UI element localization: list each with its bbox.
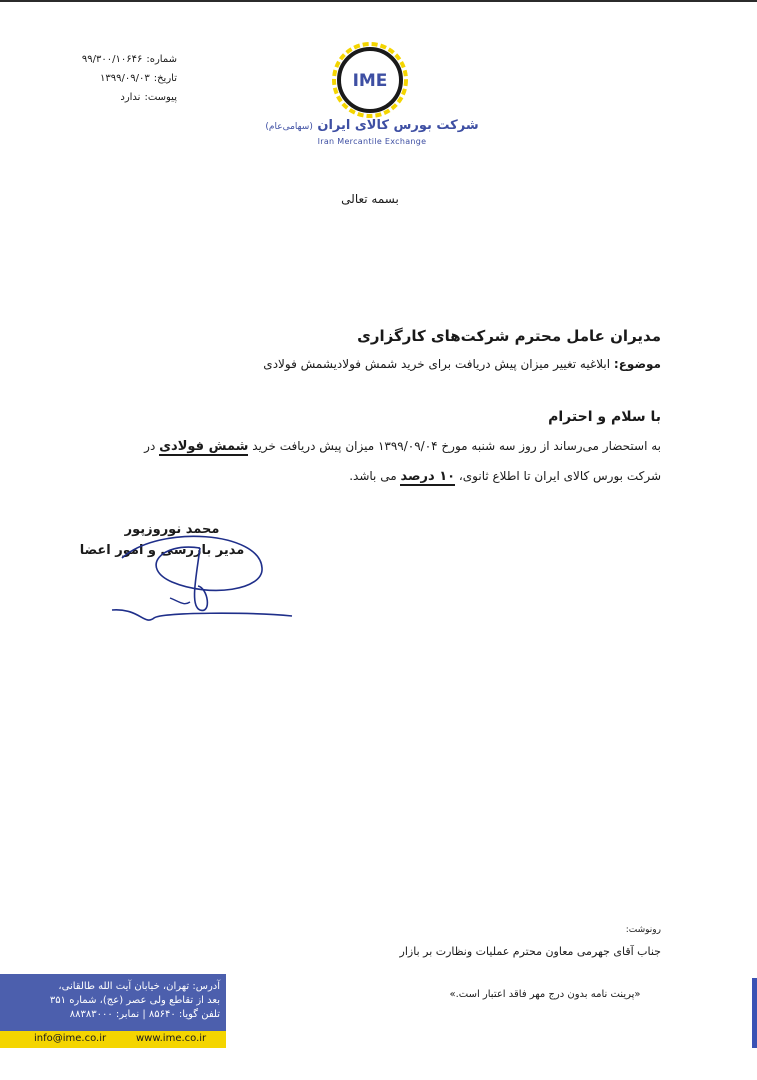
letter-attachment-label: پیوست: bbox=[144, 92, 177, 103]
subject-text: ابلاغیه تغییر میزان پیش دریافت برای خرید شمش فولادیشمش فولادی bbox=[263, 357, 611, 371]
company-name-en: Iran Mercantile Exchange bbox=[317, 137, 427, 146]
body-line-2 bbox=[349, 469, 661, 484]
letter-number-value: ۹۹/۳۰۰/۱۰۶۴۶ bbox=[81, 54, 143, 65]
right-edge-bar bbox=[752, 978, 757, 1048]
footer-address bbox=[50, 980, 220, 1022]
address-line-1: آدرس: تهران، خیابان آیت الله طالقانی، bbox=[58, 981, 220, 992]
letter-date-label: تاریخ: bbox=[153, 73, 177, 84]
letter-number-label: شماره: bbox=[146, 54, 177, 65]
letter-meta bbox=[82, 50, 177, 107]
subject bbox=[263, 357, 661, 371]
greeting: با سلام و احترام bbox=[548, 409, 661, 425]
letter-attachment-value: ندارد bbox=[120, 92, 141, 103]
cc-label: رونوشت: bbox=[625, 925, 661, 935]
footer-email[interactable]: info@ime.co.ir bbox=[34, 1033, 107, 1044]
letter-attachment bbox=[82, 88, 177, 107]
body-line-1-b: در bbox=[144, 439, 160, 453]
top-border bbox=[0, 0, 757, 2]
body-line-1-a: به استحضار می‌رساند از روز سه شنبه مورخ ۱۳۹۹/۰۹/۰۴ میزان پیش دریافت خرید bbox=[248, 439, 661, 453]
recipient: مدیران عامل محترم شرکت‌های کارگزاری bbox=[357, 327, 661, 345]
body-line-2-b: می باشد. bbox=[349, 469, 401, 483]
cc-text: جناب آقای جهرمی معاون محترم عملیات ونظارت بر بازار bbox=[399, 945, 661, 958]
body-line-2-a: شرکت بورس کالای ایران تا اطلاع ثانوی، bbox=[455, 469, 661, 483]
letter-number bbox=[82, 50, 177, 69]
logo-text: IME bbox=[352, 71, 388, 91]
handwritten-signature bbox=[100, 528, 300, 638]
company-name-fa-suffix: (سهامی‌عام) bbox=[265, 122, 313, 132]
company-name-fa-main: شرکت بورس کالای ایران bbox=[317, 118, 479, 133]
signatory-title: مدیر بازرسی و امور اعضا bbox=[79, 543, 245, 558]
subject-label: موضوع: bbox=[613, 357, 661, 371]
address-line-2: بعد از تقاطع ولی عصر (عج)، شماره ۳۵۱ bbox=[49, 995, 220, 1006]
ime-logo bbox=[330, 40, 410, 120]
letter-date bbox=[82, 69, 177, 88]
footer-website[interactable]: www.ime.co.ir bbox=[136, 1033, 207, 1044]
signatory-name: محمد نوروزپور bbox=[124, 522, 220, 537]
body-highlight-percent: ۱۰ درصد bbox=[400, 469, 456, 484]
basmala: بسمه تعالی bbox=[341, 192, 399, 206]
body-highlight-product: شمش فولادی bbox=[159, 439, 249, 454]
validity-footnote: «پرینت نامه بدون درج مهر فاقد اعتبار است.» bbox=[449, 989, 641, 1000]
footer-contact-bar bbox=[0, 1031, 226, 1048]
company-name-fa bbox=[260, 118, 484, 133]
body-line-1 bbox=[144, 439, 661, 454]
phone-line: تلفن گویا: ۸۵۶۴۰ | نمابر: ۸۸۳۸۳۰۰۰ bbox=[69, 1009, 220, 1020]
letter-date-value: ۱۳۹۹/۰۹/۰۳ bbox=[100, 73, 150, 84]
